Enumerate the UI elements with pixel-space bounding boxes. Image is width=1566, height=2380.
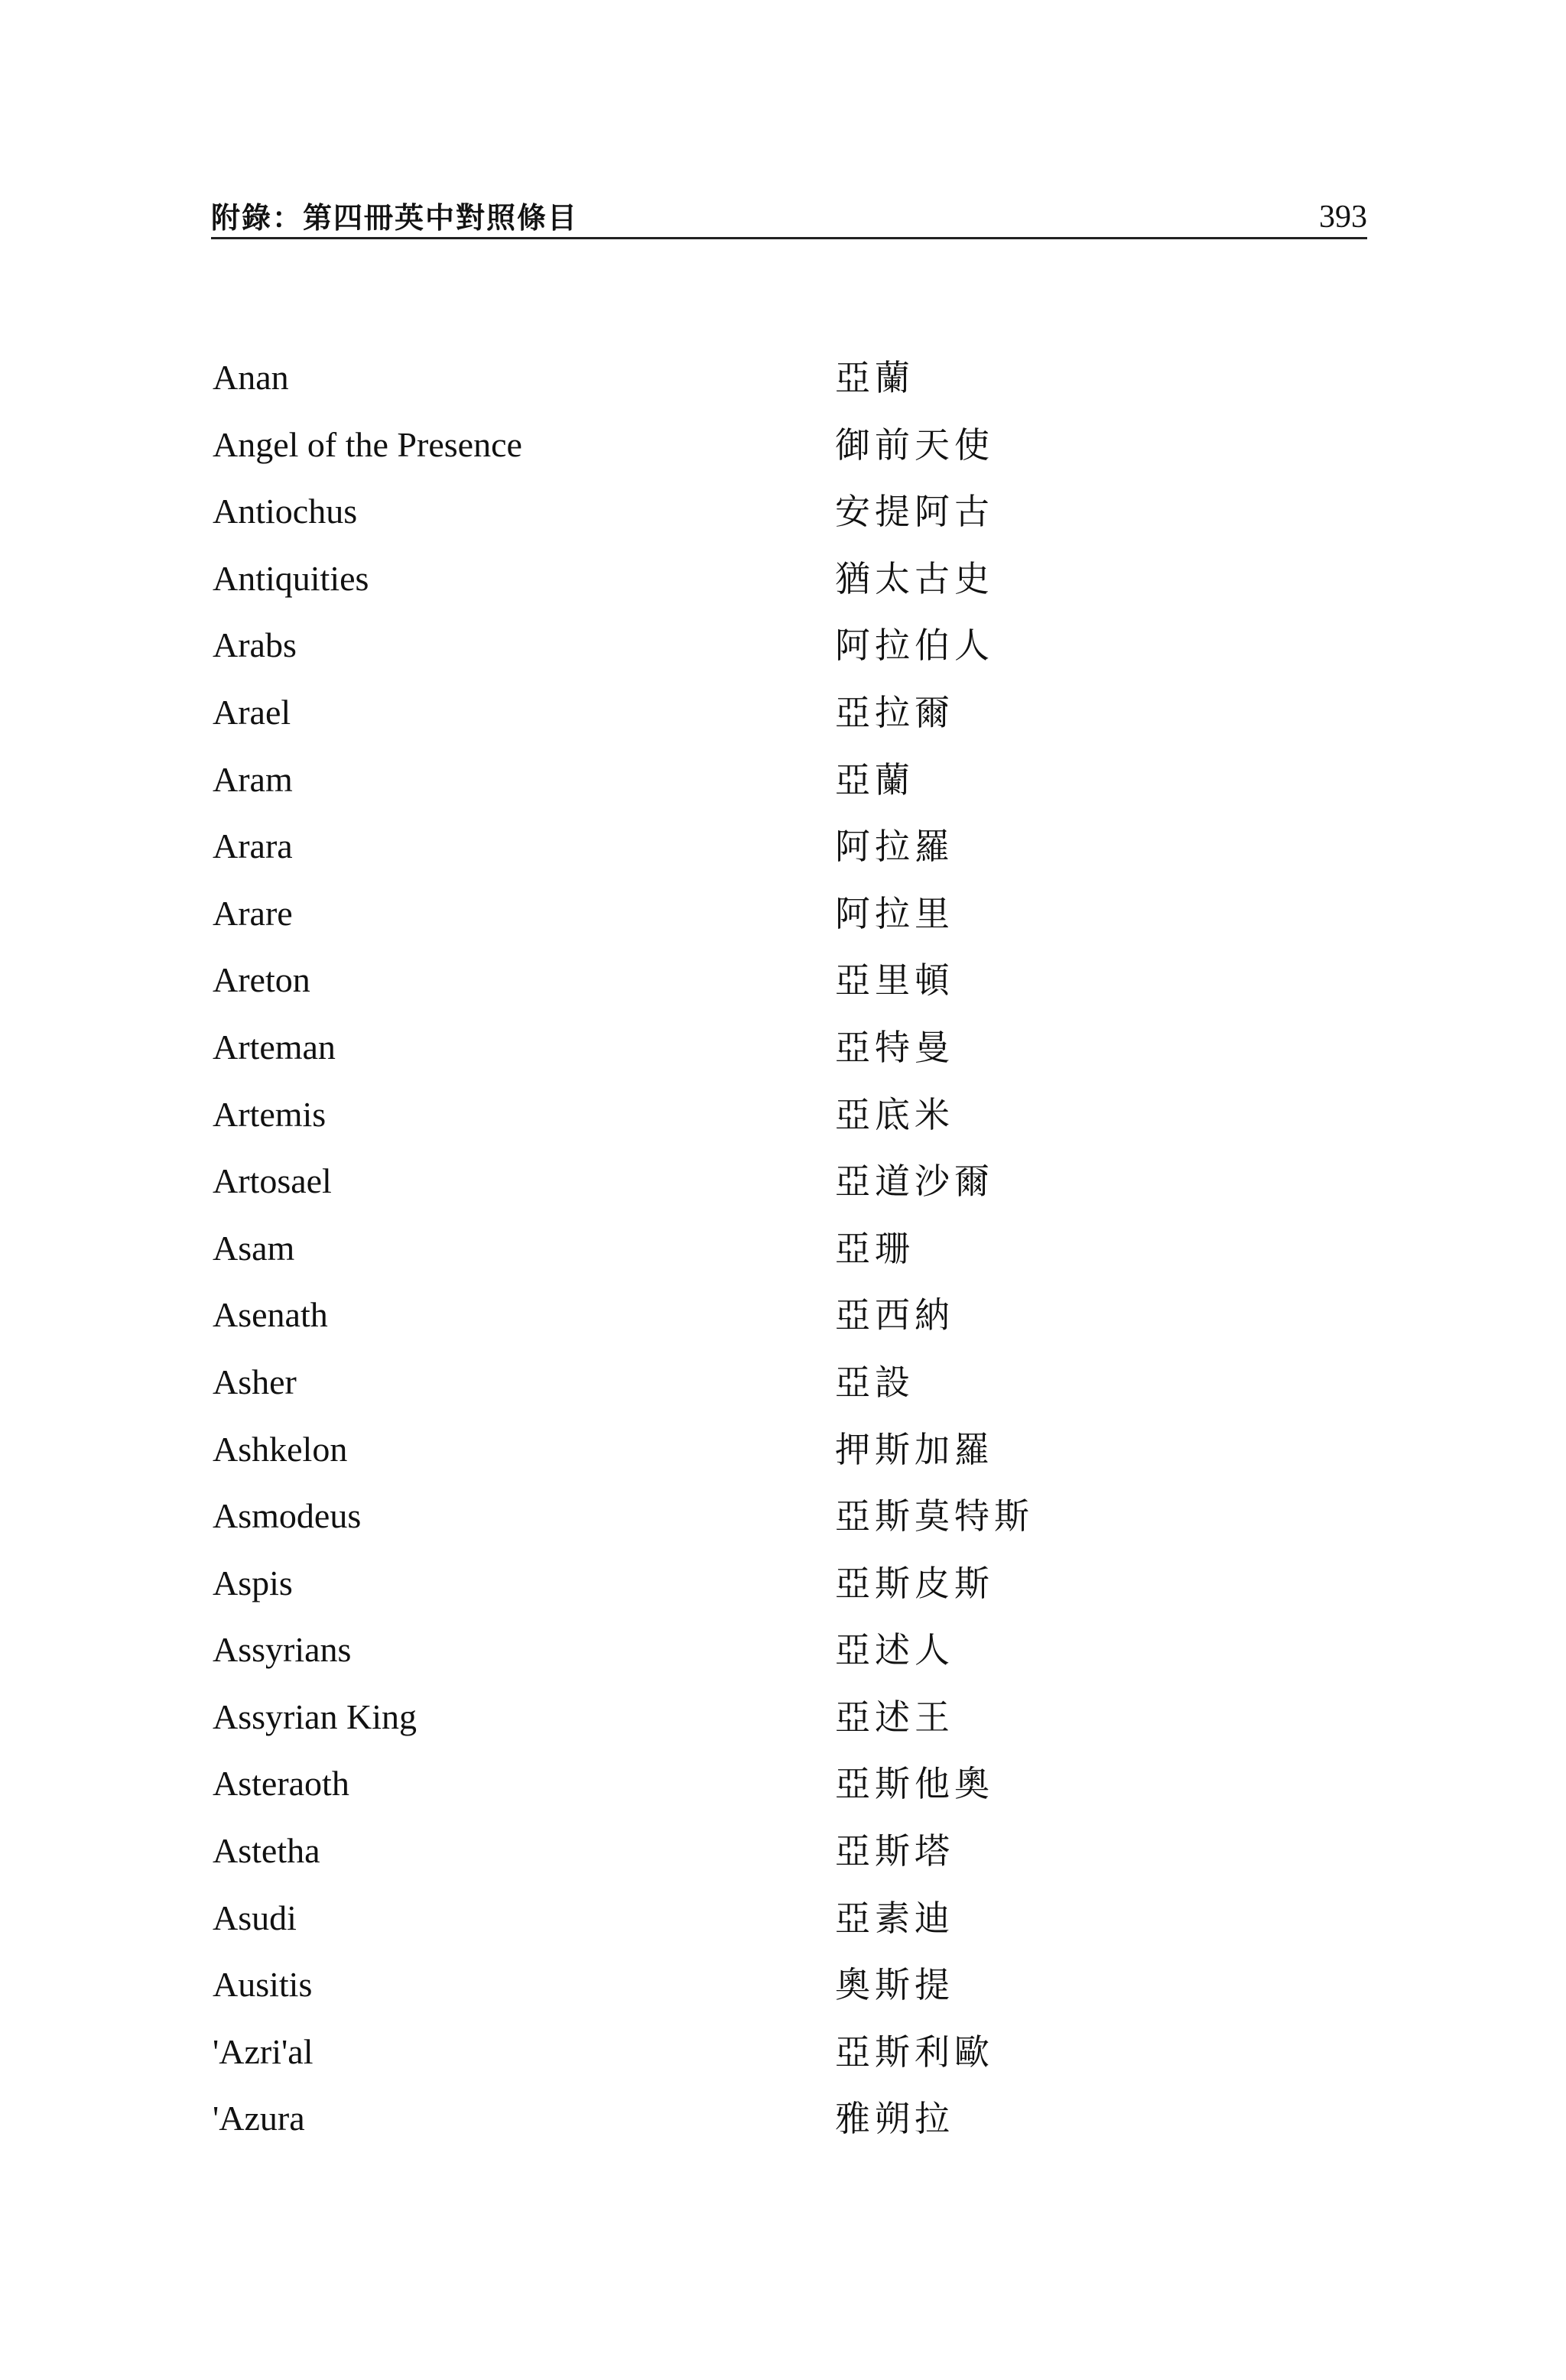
english-term: Aram	[213, 759, 293, 799]
chinese-term: 奧斯提	[835, 1964, 954, 2006]
chinese-term: 亞西納	[835, 1294, 954, 1336]
glossary-entry	[211, 554, 1367, 622]
english-term: Arare	[213, 893, 293, 933]
glossary-entry	[211, 353, 1367, 420]
chinese-term: 亞設	[835, 1361, 915, 1403]
chinese-term: 押斯加羅	[835, 1428, 994, 1470]
glossary-entry	[211, 1425, 1367, 1492]
glossary-entry	[211, 420, 1367, 488]
english-term: Asher	[213, 1362, 297, 1401]
chinese-term: 亞斯皮斯	[835, 1562, 994, 1604]
glossary-entry	[211, 1759, 1367, 1826]
english-term: Arael	[213, 692, 291, 732]
page-number: 393	[1319, 200, 1367, 235]
english-term: Arara	[213, 826, 293, 866]
chinese-term: 亞斯莫特斯	[835, 1495, 1034, 1537]
english-term: 'Azura	[213, 2099, 305, 2138]
glossary-entry	[211, 1157, 1367, 1224]
chinese-term: 亞斯利歐	[835, 2031, 994, 2073]
english-term: Ausitis	[213, 1965, 313, 2005]
chinese-term: 亞述人	[835, 1629, 954, 1671]
page-header	[211, 183, 1367, 239]
glossary-entry	[211, 1826, 1367, 1894]
glossary-entry	[211, 1693, 1367, 1760]
glossary-entry	[211, 1291, 1367, 1358]
english-term: Asteraoth	[213, 1764, 349, 1804]
glossary-entry	[211, 1090, 1367, 1158]
chinese-term: 阿拉羅	[835, 826, 954, 868]
glossary-entry	[211, 487, 1367, 554]
glossary-entry	[211, 956, 1367, 1023]
english-term: Artosael	[213, 1161, 332, 1201]
chinese-term: 亞蘭	[835, 758, 915, 800]
chinese-term: 亞素迪	[835, 1897, 954, 1939]
glossary-entry	[211, 1358, 1367, 1425]
english-term: Astetha	[213, 1831, 320, 1871]
english-term: Arteman	[213, 1027, 336, 1067]
chinese-term: 亞述王	[835, 1696, 954, 1738]
chinese-term: 亞道沙爾	[835, 1161, 994, 1203]
glossary-entry	[211, 2094, 1367, 2161]
chinese-term: 亞蘭	[835, 357, 915, 398]
chinese-term: 亞拉爾	[835, 691, 954, 733]
english-term: Asam	[213, 1228, 295, 1268]
chinese-term: 雅朔拉	[835, 2098, 954, 2140]
english-term: Asenath	[213, 1295, 328, 1335]
english-term: Ashkelon	[213, 1429, 348, 1469]
glossary-entry	[211, 755, 1367, 823]
glossary-entry	[211, 1492, 1367, 1559]
chinese-term: 亞底米	[835, 1093, 954, 1135]
glossary-list	[211, 353, 1367, 2161]
glossary-entry	[211, 688, 1367, 755]
english-term: Aspis	[213, 1563, 293, 1602]
english-term: Artemis	[213, 1094, 327, 1134]
chinese-term: 亞特曼	[835, 1026, 954, 1068]
chinese-term: 亞珊	[835, 1227, 915, 1269]
chinese-term: 猶太古史	[835, 557, 994, 599]
english-term: Antiquities	[213, 558, 369, 598]
glossary-entry	[211, 2028, 1367, 2095]
glossary-entry	[211, 1625, 1367, 1693]
chinese-term: 安提阿古	[835, 491, 994, 533]
glossary-entry	[211, 889, 1367, 956]
english-term: Asudi	[213, 1898, 297, 1937]
chinese-term: 亞里頓	[835, 959, 954, 1002]
chinese-term: 亞斯他奧	[835, 1763, 994, 1805]
english-term: Arabs	[213, 625, 297, 665]
english-term: 'Azri'al	[213, 2031, 314, 2071]
chinese-term: 阿拉里	[835, 892, 954, 934]
chinese-term: 亞斯塔	[835, 1830, 954, 1872]
glossary-entry	[211, 1023, 1367, 1090]
english-term: Anan	[213, 358, 289, 397]
english-term: Asmodeus	[213, 1496, 362, 1536]
chinese-term: 御前天使	[835, 424, 994, 466]
glossary-entry	[211, 1224, 1367, 1291]
english-term: Angel of the Presence	[213, 424, 522, 464]
running-title: 附錄：第四冊英中對照條目	[211, 201, 579, 235]
glossary-entry	[211, 822, 1367, 889]
glossary-entry	[211, 1960, 1367, 2028]
english-term: Assyrians	[213, 1630, 352, 1670]
glossary-entry	[211, 1559, 1367, 1626]
glossary-entry	[211, 1894, 1367, 1961]
glossary-entry	[211, 621, 1367, 688]
chinese-term: 阿拉伯人	[835, 625, 994, 667]
english-term: Assyrian King	[213, 1697, 417, 1736]
english-term: Antiochus	[213, 492, 358, 531]
english-term: Areton	[213, 960, 310, 1000]
